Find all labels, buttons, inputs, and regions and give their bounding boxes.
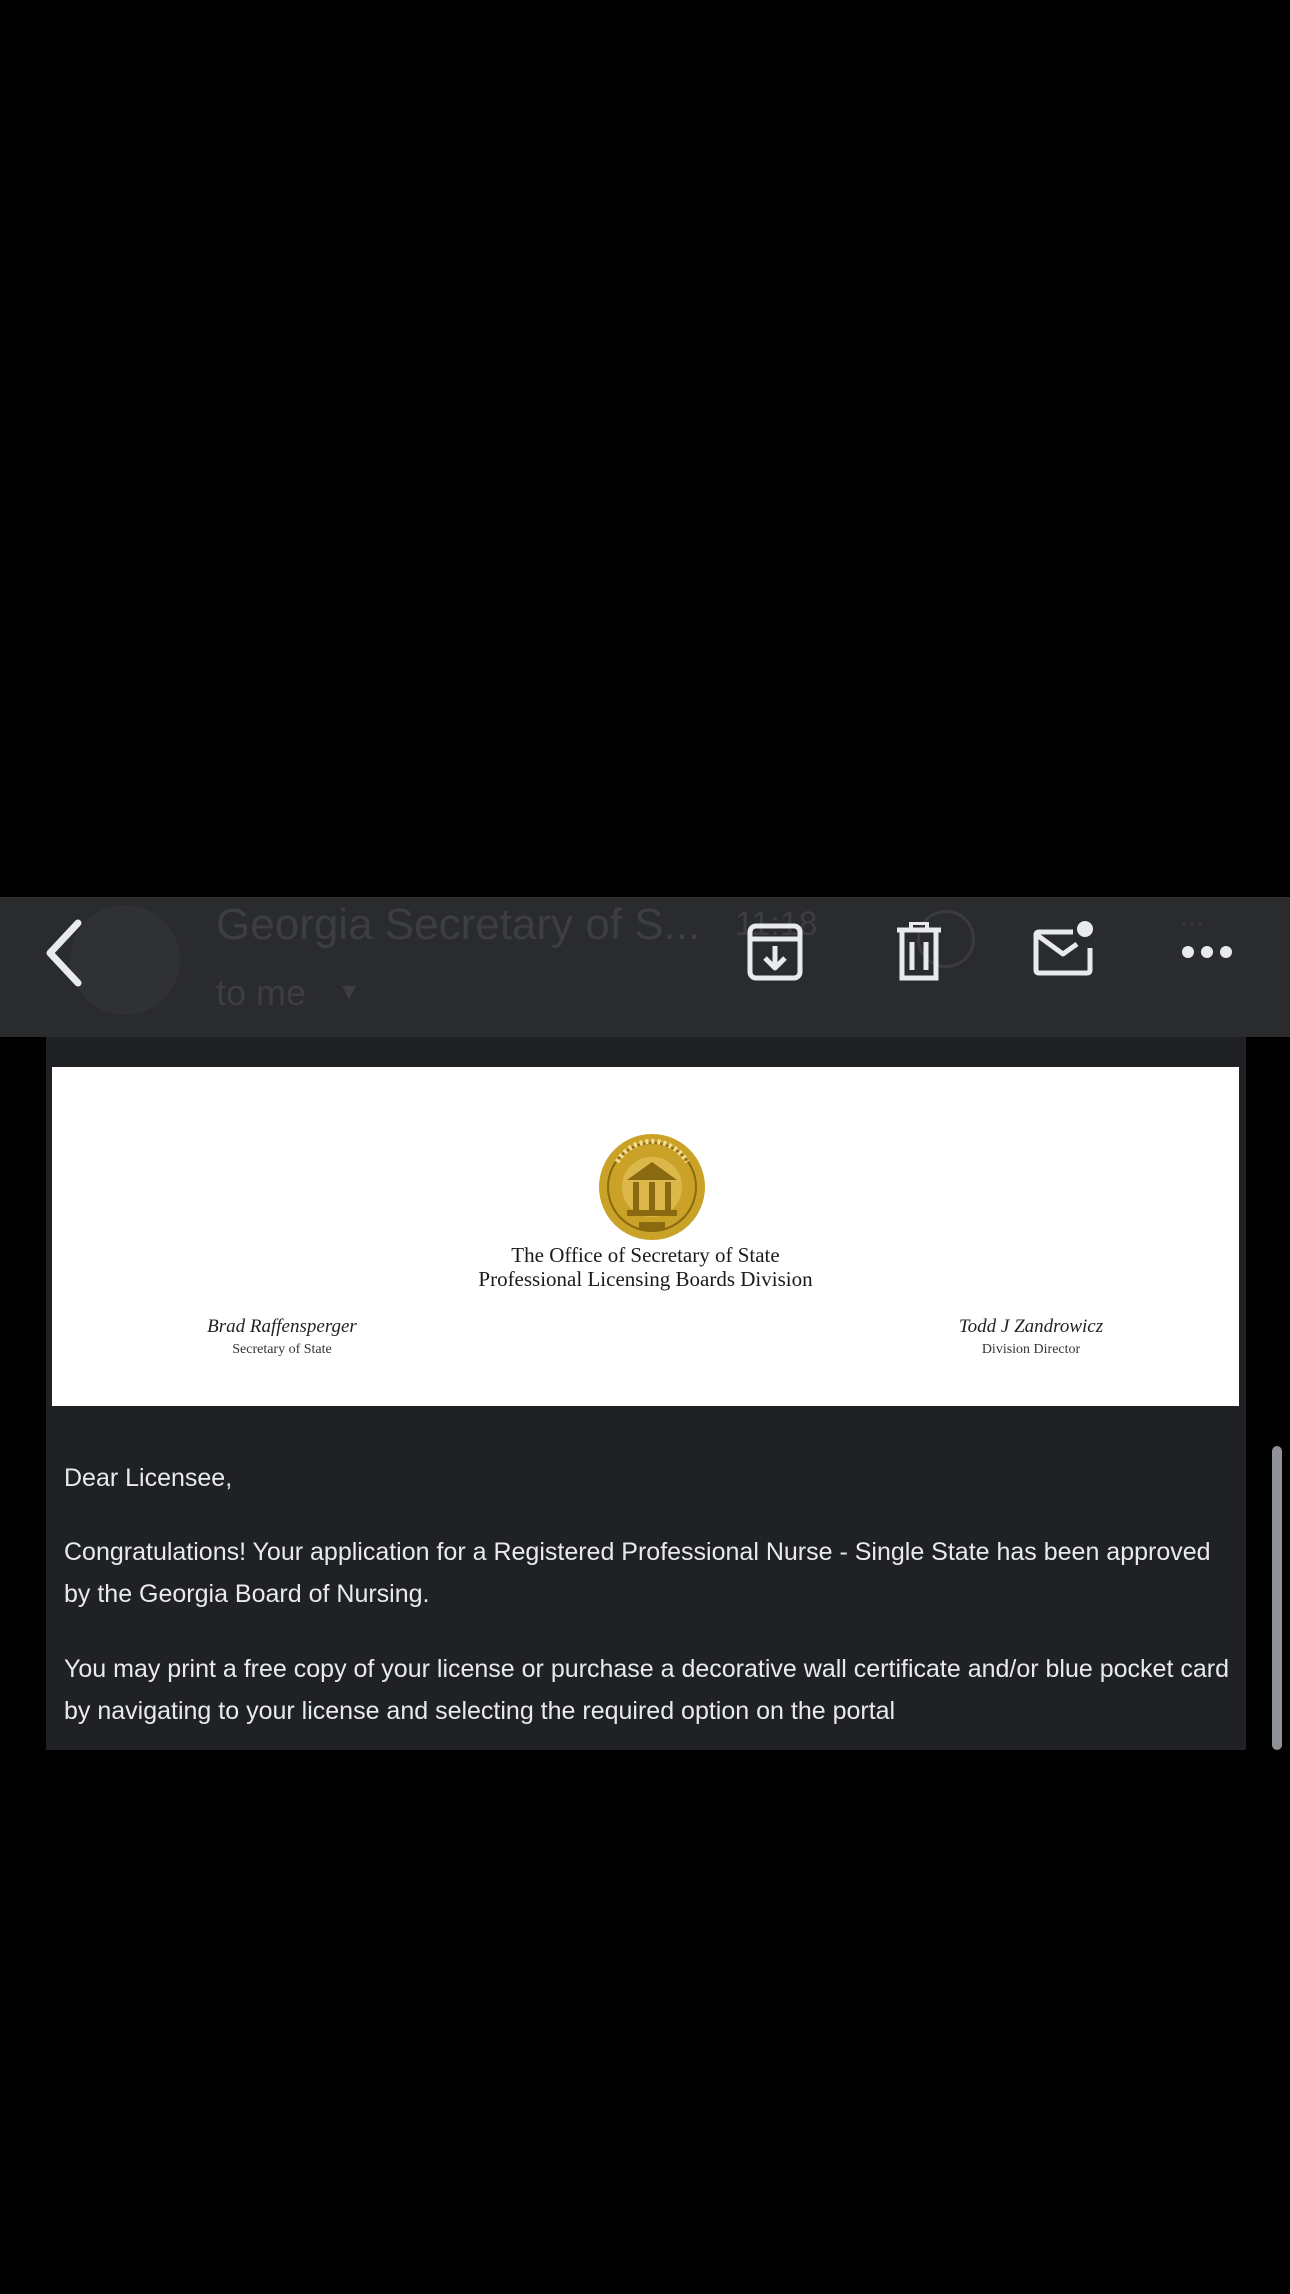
left-signatory-title: Secretary of State xyxy=(232,1342,332,1357)
paragraph-approval: Congratulations! Your application for a Registered Professional Nurse - Single State has been approved by the Georgia Board of Nursing. xyxy=(64,1538,1211,1608)
ghost-subject: Georgia Secretary of S... xyxy=(216,900,701,949)
office-line-1: The Office of Secretary of State xyxy=(511,1243,780,1267)
paragraph-license-options: You may print a free copy of your license or purchase a decorative wall certificate and/or blue pocket card by navigating to your license and selecting the required option on the portal xyxy=(64,1655,1229,1725)
trash-icon[interactable] xyxy=(895,922,943,982)
office-title xyxy=(52,1243,1239,1291)
letterhead-banner xyxy=(52,1067,1239,1406)
ghost-date: 11:18 xyxy=(735,905,818,943)
right-signatory-title: Division Director xyxy=(981,1342,1081,1357)
scrollbar[interactable] xyxy=(1272,1446,1282,1750)
ghost-recipient: to me xyxy=(216,972,307,1013)
ghost-dots-icon: ··· xyxy=(1180,910,1204,937)
office-line-2: Professional Licensing Boards Division xyxy=(478,1267,813,1291)
mark-unread-icon[interactable] xyxy=(1033,920,1097,978)
left-signatory xyxy=(152,1316,412,1358)
email-body xyxy=(46,1037,1246,1750)
chevron-down-icon: ▾ xyxy=(342,975,357,1006)
georgia-seal-icon xyxy=(597,1132,707,1242)
archive-icon[interactable] xyxy=(746,922,804,982)
left-signatory-name: Brad Raffensperger xyxy=(207,1316,357,1337)
right-signatory-name: Todd J Zandrowicz xyxy=(958,1316,1104,1337)
right-signatory xyxy=(901,1316,1161,1358)
greeting: Dear Licensee, xyxy=(64,1464,233,1492)
back-arrow-icon[interactable] xyxy=(40,915,92,991)
more-options-icon[interactable] xyxy=(1181,942,1233,962)
